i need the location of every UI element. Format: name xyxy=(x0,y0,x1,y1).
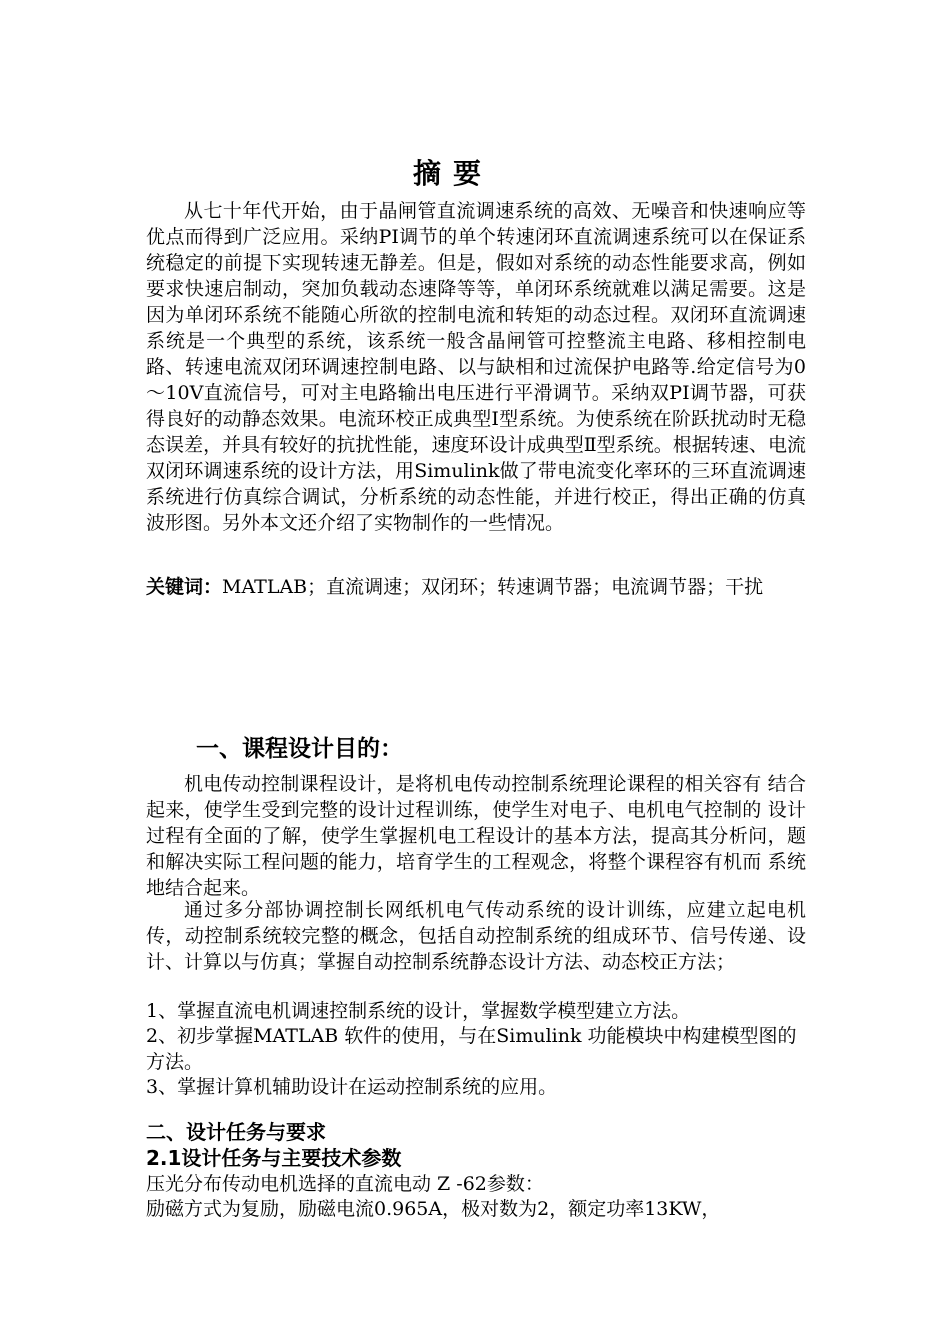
abstract-title: 摘要 xyxy=(412,157,493,190)
list-item: 1、掌握直流电机调速控制系统的设计，掌握数学模型建立方法。 xyxy=(146,1000,691,1022)
section-heading-course-purpose: 一、课程设计目的： xyxy=(196,736,403,762)
motor-params-line-1: 压光分布传动电机选择的直流电动 Z -62参数： xyxy=(146,1173,544,1195)
subsection-heading-parameters: 2.1设计任务与主要技术参数 xyxy=(146,1146,402,1170)
list-item: 2、初步掌握MATLAB 软件的使用，与在Simulink 功能模块中构建模型图的方法。 xyxy=(146,1025,797,1073)
keywords-text: MATLAB；直流调速；双闭环；转速调节器；电流调节器；干扰 xyxy=(222,576,764,598)
list-item: 3、掌握计算机辅助设计在运动控制系统的应用。 xyxy=(146,1076,558,1098)
section-heading-design-tasks: 二、设计任务与要求 xyxy=(146,1120,326,1144)
course-purpose-paragraph-1: 机电传动控制课程设计，是将机电传动控制系统理论课程的相关容有 结合起来，使学生受到完整的设计过程训练，使学生对电子、电机电气控制的 设计过程有全面的了解，使学生掌握机电工程设计的基本方法，提高其分析问，题和解决实际工程问题的能力，培育学生的工程观念，将整个课程容有机而 系统地结合起来。 xyxy=(146,773,806,899)
abstract-body: 从七十年代开始，由于晶闸管直流调速系统的高效、无噪音和快速响应等优点而得到广泛应用。采纳PI调节的单个转速闭环直流调速系统可以在保证系统稳定的前提下实现转速无静差。但是，假如对系统的动态性能要求高，例如要求快速启制动，突加负载动态速降等等，单闭环系统就难以满足需要。这是因为单闭环系统不能随心所欲的控制电流和转矩的动态过程。双闭环直流调速系统是一个典型的系统，该系统一般含晶闸管可控整流主电路、移相控制电路、转速电流双闭环调速控制电路、以与缺相和过流保护电路等.给定信号为0～10V直流信号，可对主电路输出电压进行平滑调节。采纳双PI调节器，可获得良好的动静态效果。电流环校正成典型I型系统。为使系统在阶跃扰动时无稳态误差，并具有较好的抗扰性能，速度环设计成典型Ⅱ型系统。根据转速、电流双闭环调速系统的设计方法，用Simulink做了带电流变化率环的三环直流调速系统进行仿真综合调试，分析系统的动态性能，并进行校正，得出正确的仿真波形图。另外本文还介绍了实物制作的一些情况。 xyxy=(146,200,806,534)
keywords-line xyxy=(146,574,806,600)
course-purpose-paragraph-2: 通过多分部协调控制长网纸机电气传动系统的设计训练，应建立起电机传，动控制系统较完整的概念，包括自动控制系统的组成环节、信号传递、设计、计算以与仿真；掌握自动控制系统静态设计方法、动态校正方法； xyxy=(146,899,806,973)
motor-params-line-2: 励磁方式为复励，励磁电流0.965A，极对数为2，额定功率13KW， xyxy=(146,1198,721,1220)
keywords-label: 关键词： xyxy=(146,576,223,598)
